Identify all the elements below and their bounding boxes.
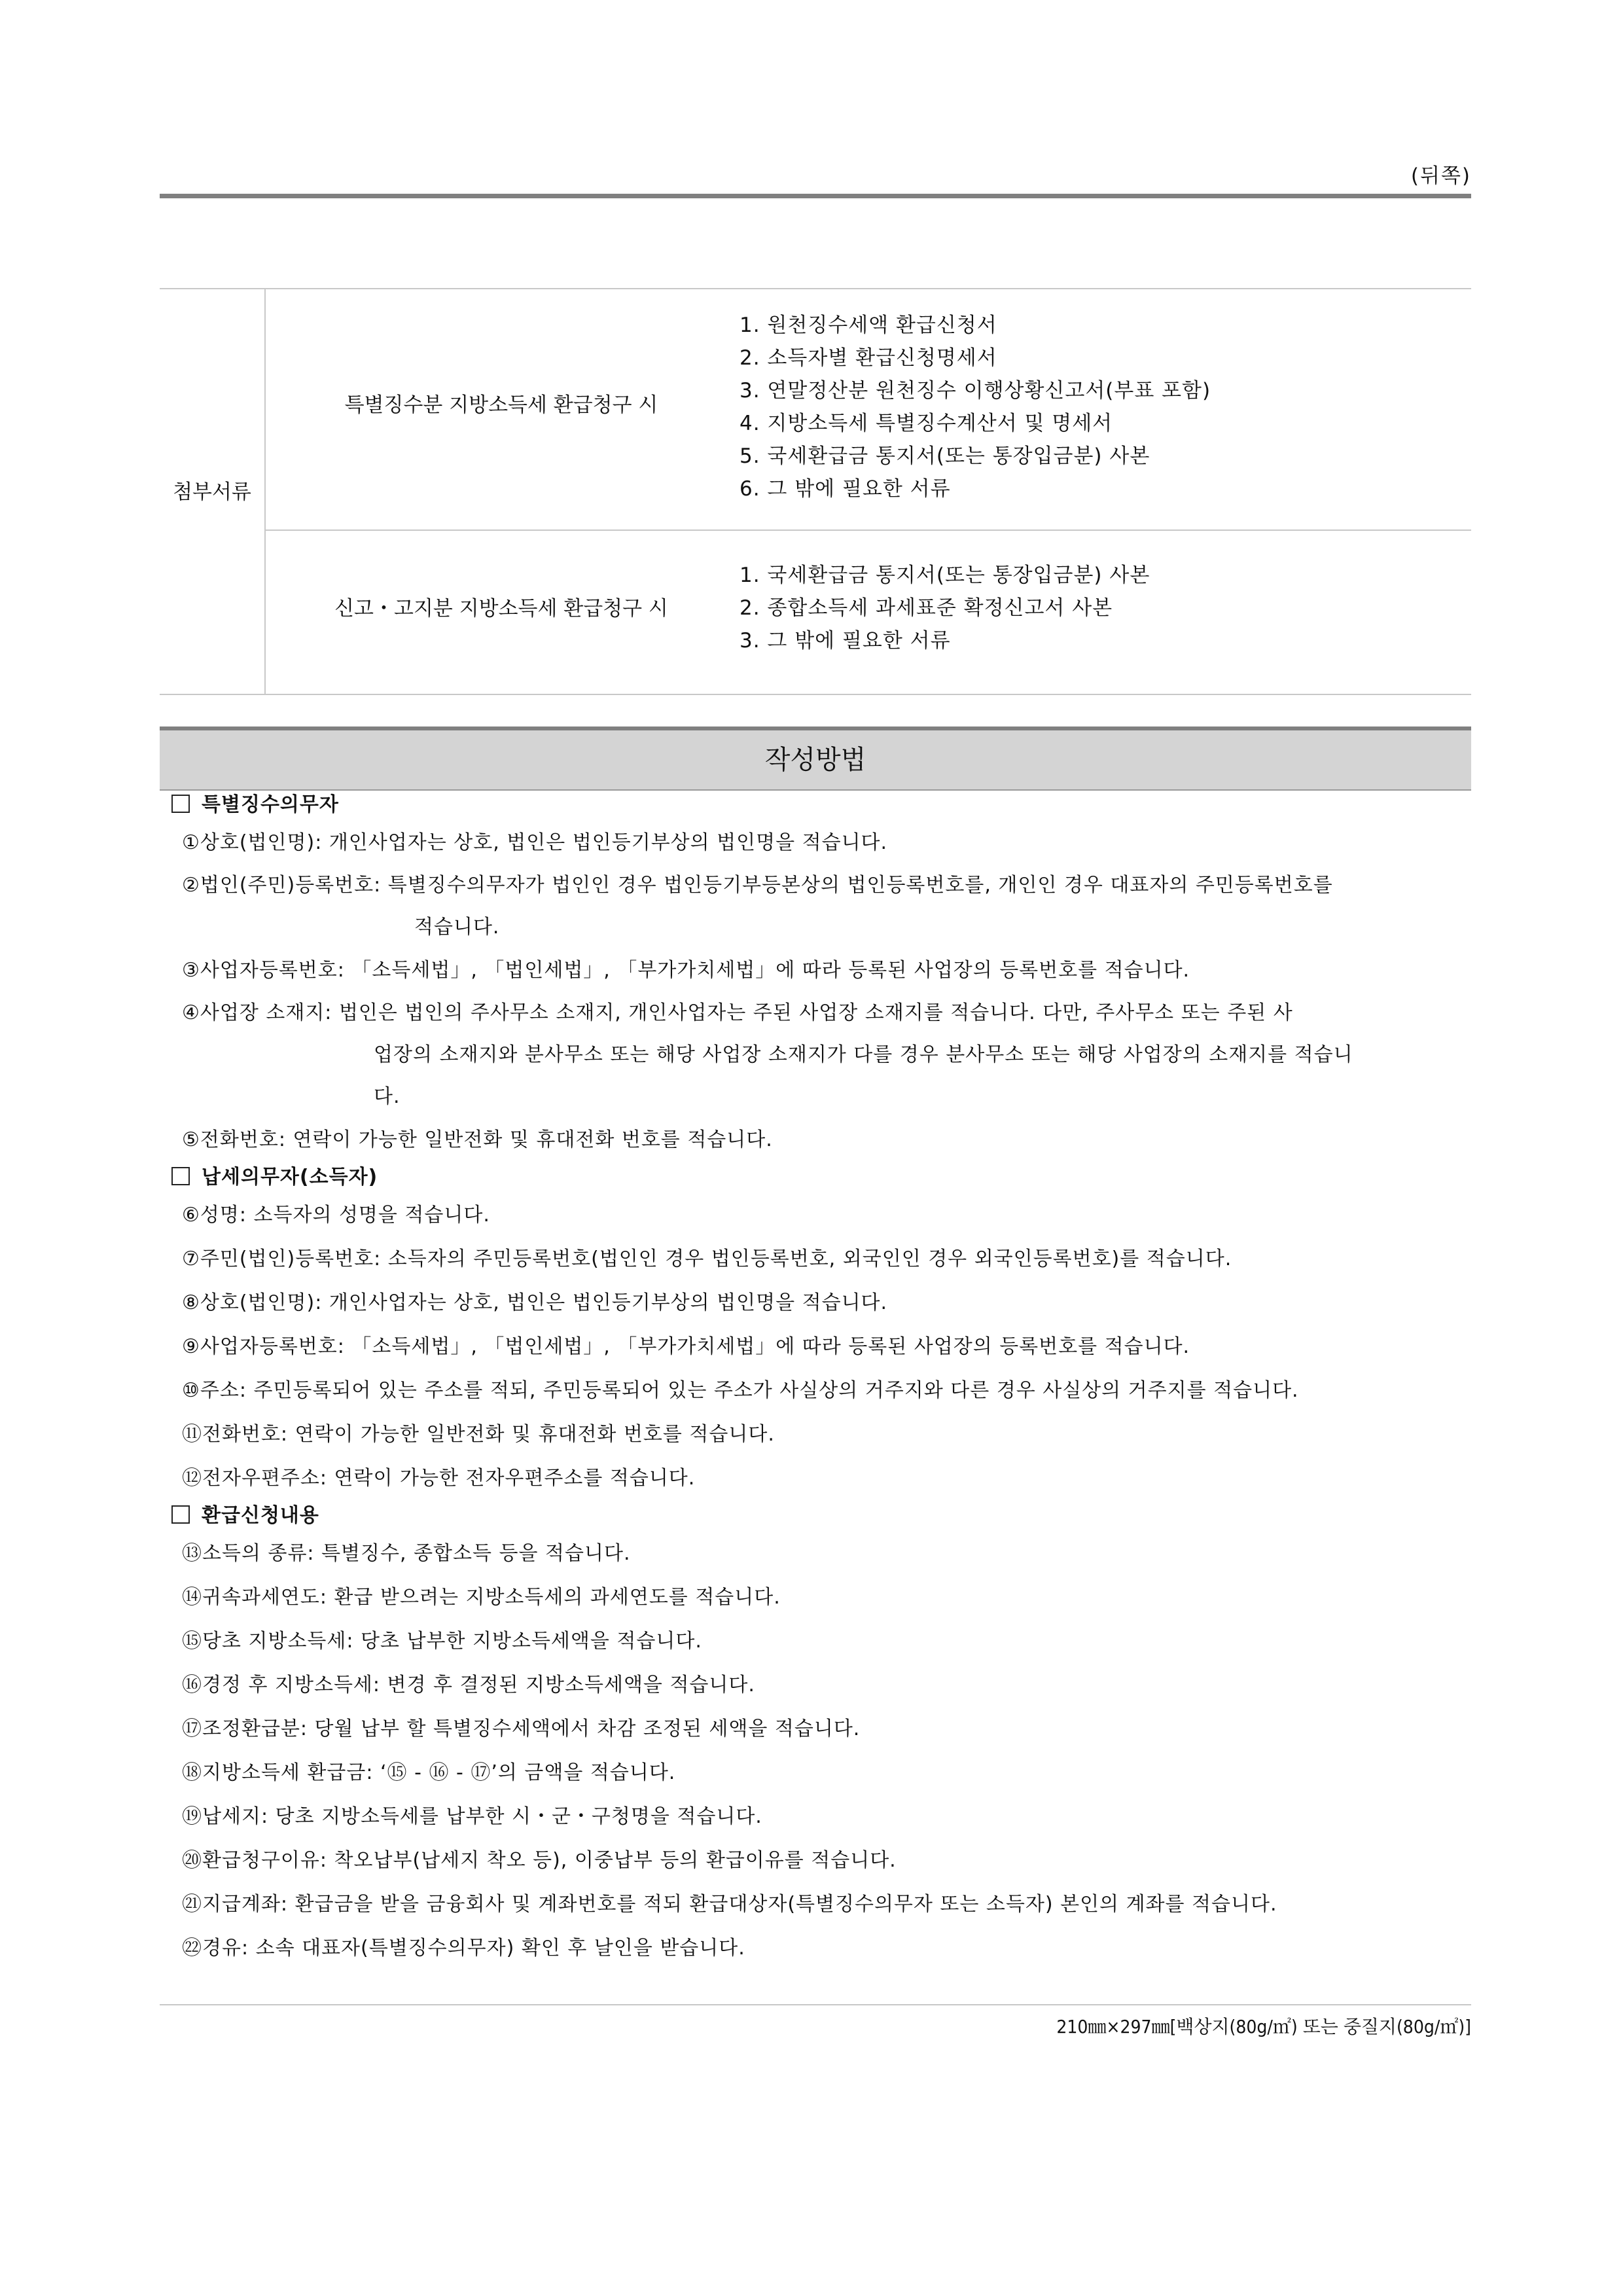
instruction-text: ⑦주민(법인)등록번호: 소득자의 주민등록번호(법인인 경우 법인등록번호, 외국인인 경우 외국인등록번호)를 적습니다. (182, 1247, 1232, 1270)
instruction-item (182, 1619, 1471, 1663)
checkbox-square-icon (171, 1167, 190, 1185)
case-title-special: 특별징수분 지방소득세 환급청구 시 (344, 393, 658, 417)
case-title-report: 신고・고지분 지방소득세 환급청구 시 (334, 597, 668, 620)
list-item: 1. 원천징수세액 환급신청서 (740, 314, 997, 337)
page-side-label: (뒤쪽) (1410, 164, 1471, 188)
section-heading (171, 1162, 1471, 1193)
instruction-text: ⑫전자우편주소: 연락이 가능한 전자우편주소를 적습니다. (182, 1467, 696, 1490)
list-item: 3. 연말정산분 원천징수 이행상황신고서(부표 포함) (740, 379, 1211, 403)
list-item: 3. 그 밖에 필요한 서류 (740, 629, 951, 653)
instruction-item (182, 821, 1471, 865)
instruction-text: ④사업장 소재지: 법인은 법인의 주사무소 소재지, 개인사업자는 주된 사업장 소재지를 적습니다. 다만, 주사무소 또는 주된 사 (182, 1001, 1293, 1024)
instruction-text: ⑯경정 후 지방소득세: 변경 후 결정된 지방소득세액을 적습니다. (182, 1674, 755, 1696)
instruction-item (182, 1532, 1471, 1575)
instruction-item (182, 1237, 1471, 1281)
instruction-item (182, 865, 1471, 948)
instruction-text: ⑳환급청구이유: 착오납부(납세지 착오 등), 이중납부 등의 환급이유를 적습니다. (182, 1849, 897, 1872)
top-rule (160, 194, 1471, 198)
instruction-text: ⑲납세지: 당초 지방소득세를 납부한 시・군・구청명을 적습니다. (182, 1805, 762, 1828)
list-item: 2. 소득자별 환급신청명세서 (740, 346, 997, 370)
instruction-text: ①상호(법인명): 개인사업자는 상호, 법인은 법인등기부상의 법인명을 적습니다. (182, 831, 888, 854)
list-item: 5. 국세환급금 통지서(또는 통장입금분) 사본 (740, 444, 1150, 468)
instruction-text: ⑭귀속과세연도: 환급 받으려는 지방소득세의 과세연도를 적습니다. (182, 1586, 781, 1609)
instruction-text: ⑰조정환급분: 당월 납부 할 특별징수세액에서 차감 조정된 세액을 적습니다. (182, 1717, 861, 1740)
instruction-continuation: 적습니다. (414, 916, 500, 939)
attachments-table (160, 288, 1471, 695)
table-divider-vertical (264, 289, 266, 694)
instruction-text: ⑧상호(법인명): 개인사업자는 상호, 법인은 법인등기부상의 법인명을 적습니다. (182, 1291, 888, 1314)
list-item: 6. 그 밖에 필요한 서류 (740, 477, 951, 501)
instruction-item (182, 1325, 1471, 1369)
section-title: 납세의무자(소득자) (202, 1166, 378, 1189)
instruction-text: ⑪전화번호: 연락이 가능한 일반전화 및 휴대전화 번호를 적습니다. (182, 1423, 775, 1446)
table-divider-horizontal (266, 529, 1471, 531)
attachments-label: 첨부서류 (173, 480, 251, 504)
instruction-item (182, 1281, 1471, 1325)
instruction-text: ⑤전화번호: 연락이 가능한 일반전화 및 휴대전화 번호를 적습니다. (182, 1128, 773, 1151)
section-title: 환급신청내용 (202, 1504, 319, 1527)
instruction-text: ②법인(주민)등록번호: 특별징수의무자가 법인인 경우 법인등기부등본상의 법인등록번호를, 개인인 경우 대표자의 주민등록번호를 (182, 874, 1333, 897)
instruction-item (182, 1707, 1471, 1751)
instruction-text: ⑨사업자등록번호: 「소득세법」, 「법인세법」, 「부가가치세법」에 따라 등록된 사업장의 등록번호를 적습니다. (182, 1335, 1190, 1358)
section-title: 특별징수의무자 (202, 793, 339, 816)
instruction-item (182, 1751, 1471, 1795)
instruction-item (182, 1663, 1471, 1707)
list-item: 4. 지방소득세 특별징수계산서 및 명세서 (740, 412, 1113, 435)
instruction-text: ㉑지급계좌: 환급금을 받을 금융회사 및 계좌번호를 적되 환급대상자(특별징수의무자 또는 소득자) 본인의 계좌를 적습니다. (182, 1893, 1277, 1916)
instruction-text: ⑥성명: 소득자의 성명을 적습니다. (182, 1204, 490, 1227)
instruction-item (182, 1575, 1471, 1619)
instruction-continuation: 다. (374, 1085, 401, 1108)
instruction-text: ⑩주소: 주민등록되어 있는 주소를 적되, 주민등록되어 있는 주소가 사실상의 거주지와 다른 경우 사실상의 거주지를 적습니다. (182, 1379, 1299, 1402)
case-items-special (740, 309, 1211, 505)
instruction-text: ㉒경유: 소속 대표자(특별징수의무자) 확인 후 날인을 받습니다. (182, 1937, 745, 1960)
instruction-continuation: 업장의 소재지와 분사무소 또는 해당 사업장 소재지가 다를 경우 분사무소 또는 해당 사업장의 소재지를 적습니 (374, 1043, 1353, 1066)
instruction-item (182, 1926, 1471, 1970)
paper-size-note: 210㎜×297㎜[백상지(80g/㎡) 또는 중질지(80g/㎡)] (1056, 2016, 1471, 2037)
instruction-text: ⑱지방소득세 환급금: ‘⑮ - ⑯ - ⑰’의 금액을 적습니다. (182, 1761, 676, 1784)
instruction-item (182, 992, 1471, 1118)
list-item: 2. 종합소득세 과세표준 확정신고서 사본 (740, 596, 1113, 620)
instructions (171, 789, 1471, 1970)
checkbox-square-icon (171, 795, 190, 813)
instruction-item (182, 1369, 1471, 1412)
section-heading (171, 1500, 1471, 1532)
list-item: 1. 국세환급금 통지서(또는 통장입금분) 사본 (740, 564, 1150, 587)
instruction-item (182, 1456, 1471, 1500)
section-heading (171, 789, 1471, 821)
instruction-item (182, 1839, 1471, 1882)
instruction-item (182, 948, 1471, 992)
instruction-text: ⑬소득의 종류: 특별징수, 종합소득 등을 적습니다. (182, 1542, 631, 1565)
instruction-item (182, 1795, 1471, 1839)
method-title: 작성방법 (160, 730, 1471, 791)
footer-rule (160, 2004, 1471, 2005)
instruction-item (182, 1412, 1471, 1456)
instruction-item (182, 1118, 1471, 1162)
instruction-item (182, 1193, 1471, 1237)
instruction-text: ⑮당초 지방소득세: 당초 납부한 지방소득세액을 적습니다. (182, 1630, 702, 1653)
instruction-item (182, 1882, 1471, 1926)
case-items-report (740, 559, 1150, 657)
checkbox-square-icon (171, 1505, 190, 1524)
instruction-text: ③사업자등록번호: 「소득세법」, 「법인세법」, 「부가가치세법」에 따라 등록된 사업장의 등록번호를 적습니다. (182, 959, 1190, 982)
